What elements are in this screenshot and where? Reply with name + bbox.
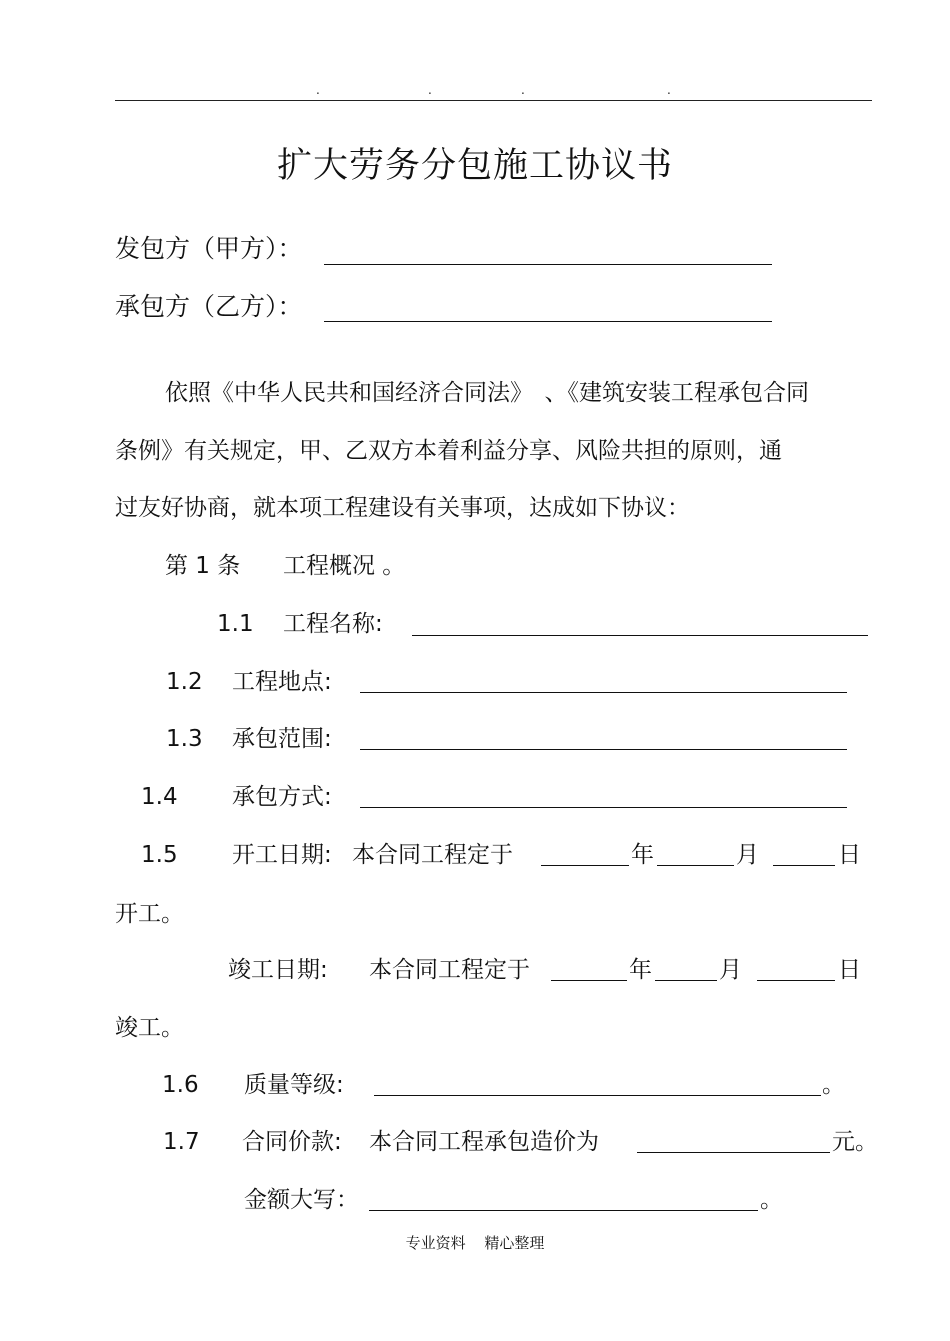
start-date-tail: 开工。 — [115, 901, 184, 927]
item-1-7-number: 1.7 — [163, 1129, 200, 1155]
item-1-3-label: 承包范围: — [232, 726, 332, 752]
quality-grade-blank[interactable] — [374, 1095, 821, 1096]
amount-words-blank[interactable] — [369, 1210, 758, 1211]
completion-day-blank[interactable] — [757, 980, 835, 981]
header-dot: . — [521, 83, 525, 97]
start-day-blank[interactable] — [773, 865, 835, 866]
contract-price-text: 本合同工程承包造价为 — [369, 1129, 599, 1155]
article-1-number: 第 1 条 — [165, 553, 241, 579]
item-1-5-number: 1.5 — [141, 842, 178, 868]
item-1-3-number: 1.3 — [166, 726, 203, 752]
completion-year-blank[interactable] — [551, 980, 627, 981]
contract-scope-blank[interactable] — [360, 749, 847, 750]
completion-date-text: 本合同工程定于 — [369, 957, 530, 983]
document-title: 扩大劳务分包施工协议书 — [276, 146, 673, 186]
article-1-heading: 工程概况 。 — [283, 553, 406, 579]
amount-words-label: 金额大写： — [244, 1187, 359, 1213]
project-location-blank[interactable] — [360, 692, 847, 693]
item-1-2-number: 1.2 — [166, 669, 203, 695]
item-1-2-label: 工程地点: — [232, 669, 332, 695]
preamble-line-3: 过友好协商，就本项工程建设有关事项，达成如下协议： — [115, 495, 690, 521]
start-month-unit: 月 — [736, 842, 759, 868]
party-b-label: 承包方（乙方）： — [115, 292, 303, 321]
completion-date-label: 竣工日期: — [228, 957, 328, 983]
header-dot: . — [667, 83, 671, 97]
completion-month-blank[interactable] — [655, 980, 717, 981]
start-date-text: 本合同工程定于 — [352, 842, 513, 868]
header-dot: . — [316, 83, 320, 97]
footer-right-text: 精心整理 — [484, 1234, 545, 1252]
contract-price-blank[interactable] — [637, 1152, 830, 1153]
completion-date-tail: 竣工。 — [115, 1015, 184, 1041]
start-year-blank[interactable] — [541, 865, 629, 866]
page-footer — [0, 1233, 950, 1253]
item-1-4-number: 1.4 — [141, 784, 178, 810]
completion-year-unit: 年 — [629, 957, 652, 983]
project-name-blank[interactable] — [412, 635, 868, 636]
item-1-4-label: 承包方式: — [232, 784, 332, 810]
start-year-unit: 年 — [631, 842, 654, 868]
quality-grade-end: 。 — [822, 1072, 845, 1098]
item-1-6-number: 1.6 — [162, 1072, 199, 1098]
start-month-blank[interactable] — [657, 865, 734, 866]
party-b-blank[interactable] — [324, 321, 772, 322]
footer-left-text: 专业资料 — [405, 1234, 466, 1252]
header-dot: . — [428, 83, 432, 97]
item-1-6-label: 质量等级: — [244, 1072, 344, 1098]
item-1-7-label: 合同价款: — [242, 1129, 342, 1155]
party-a-label: 发包方（甲方）： — [115, 234, 303, 263]
start-date-label: 开工日期: — [232, 842, 332, 868]
preamble-line-2: 条例》有关规定，甲、乙双方本着利益分享、风险共担的原则，通 — [115, 438, 782, 464]
contract-method-blank[interactable] — [360, 807, 847, 808]
completion-month-unit: 月 — [719, 957, 742, 983]
party-a-blank[interactable] — [324, 264, 772, 265]
header-rule — [115, 100, 872, 101]
preamble-line-1: 依照《中华人民共和国经济合同法》 、《建筑安装工程承包合同 — [165, 380, 809, 406]
start-day-unit: 日 — [838, 842, 861, 868]
completion-day-unit: 日 — [838, 957, 861, 983]
item-1-1-label: 工程名称: — [283, 611, 383, 637]
item-1-1-number: 1.1 — [217, 611, 254, 637]
amount-words-end: 。 — [760, 1187, 783, 1213]
contract-price-unit: 元。 — [832, 1129, 878, 1155]
